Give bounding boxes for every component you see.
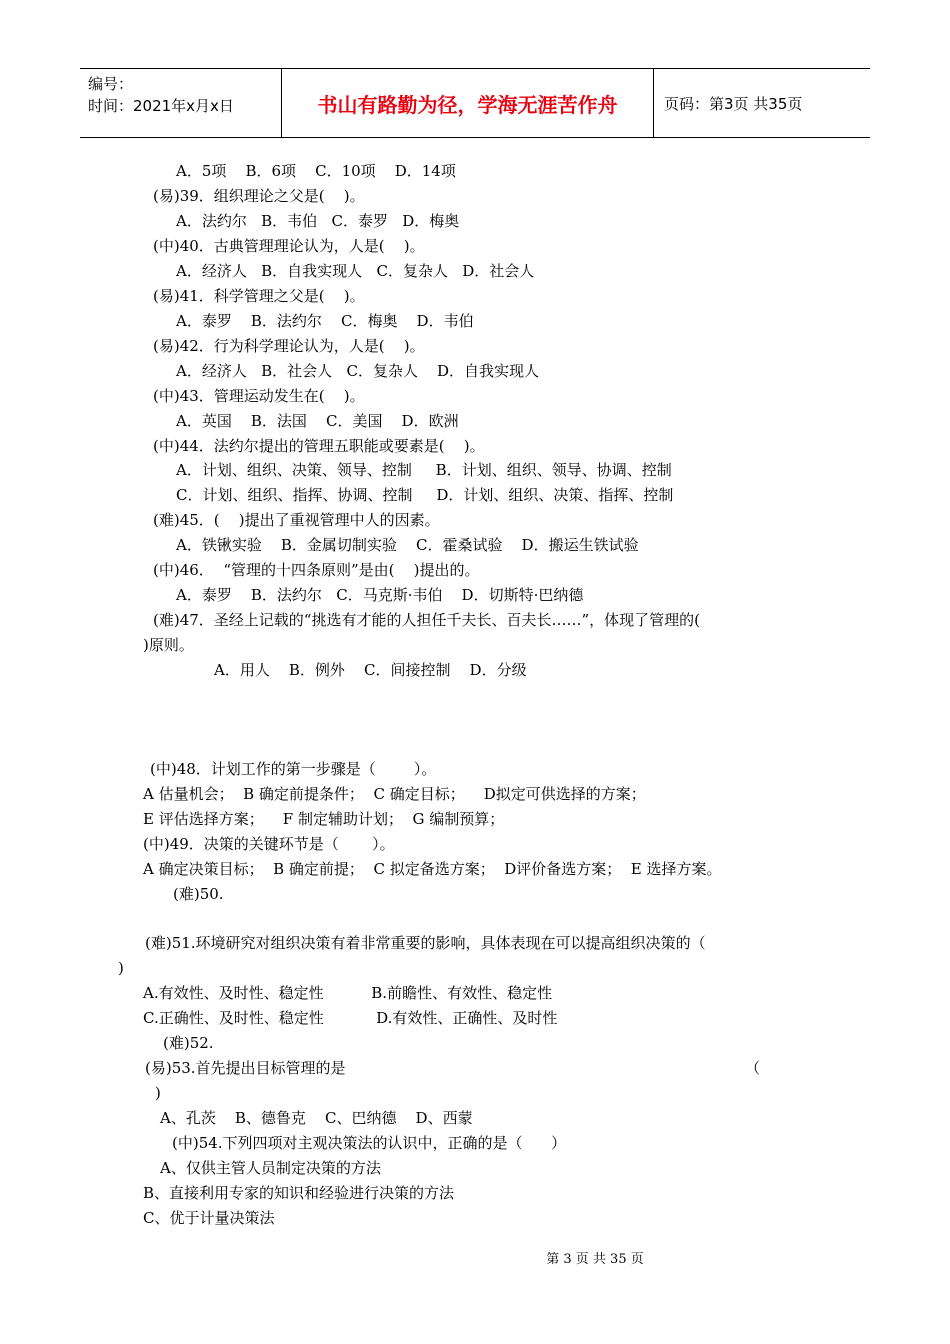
text-line: A、仅供主管人员制定决策的方法: [160, 1159, 381, 1177]
text-line: A．法约尔 B．韦伯 C．泰罗 D．梅奥: [176, 212, 460, 230]
text-line: (中)49．决策的关键环节是（ ）。: [143, 835, 395, 853]
page-footer: 第 3 页 共 35 页: [546, 1252, 644, 1267]
text-line: (难)47．圣经上记载的“挑选有才能的人担任千夫长、百夫长……”，体现了管理的(: [153, 611, 700, 629]
text-line: (难)51.环境研究对组织决策有着非常重要的影响，具体表现在可以提高组织决策的（: [145, 934, 706, 952]
text-line: (中)48．计划工作的第一步骤是（ ）。: [150, 760, 437, 778]
text-line: (难)50.: [173, 885, 224, 903]
text-line: A．5项 B．6项 C．10项 D．14项: [176, 162, 456, 180]
text-line: A.有效性、及时性、稳定性 B.前瞻性、有效性、稳定性: [143, 984, 553, 1002]
text-line: （: [745, 1059, 761, 1077]
text-line: A．泰罗 B．法约尔 C．梅奥 D．韦伯: [176, 312, 474, 330]
text-line: E 评估选择方案； F 制定辅助计划； G 编制预算；: [143, 810, 505, 828]
text-line: A 估量机会； B 确定前提条件； C 确定目标； D拟定可供选择的方案；: [143, 785, 646, 803]
text-line: A．经济人 B．自我实现人 C．复杂人 D．社会人: [176, 262, 535, 280]
text-line: A．英国 B．法国 C．美国 D．欧洲: [176, 412, 459, 430]
text-line: C、优于计量决策法: [143, 1209, 275, 1227]
number-label: 编号：: [88, 75, 134, 93]
text-line: ): [155, 1084, 161, 1102]
text-line: (难)45．( )提出了重视管理中人的因素。: [153, 511, 440, 529]
text-line: (中)43．管理运动发生在( )。: [153, 387, 365, 405]
header-info-cell: [80, 69, 282, 137]
text-line: )原则。: [143, 636, 194, 654]
text-line: A 确定决策目标； B 确定前提； C 拟定备选方案； D评价备选方案； E 选择方案。: [143, 860, 722, 878]
text-line: A、孔茨 B、德鲁克 C、巴纳德 D、西蒙: [160, 1109, 473, 1127]
text-line: (中)54.下列四项对主观决策法的认识中，正确的是（ ）: [172, 1134, 567, 1152]
text-line: B、直接利用专家的知识和经验进行决策的方法: [143, 1184, 455, 1202]
page-label: 页码：第3页 共35页: [664, 94, 803, 113]
text-line: C．计划、组织、指挥、协调、控制 D．计划、组织、决策、指挥、控制: [176, 486, 674, 504]
text-line: A．铁锹实验 B．金属切制实验 C．霍桑试验 D．搬运生铁试验: [176, 536, 639, 554]
text-line: A．经济人 B．社会人 C．复杂人 D．自我实现人: [176, 362, 540, 380]
time-label: 时间：2021年x月x日: [88, 97, 234, 115]
text-line: (易)42．行为科学理论认为，人是( )。: [153, 337, 425, 355]
motto: 书山有路勤为径，学海无涯苦作舟: [282, 69, 654, 137]
text-line: ): [118, 959, 124, 977]
text-line: A．计划、组织、决策、领导、控制 B．计划、组织、领导、协调、控制: [176, 461, 672, 479]
page-header: [80, 68, 870, 138]
text-line: (易)39．组织理论之父是( )。: [153, 187, 365, 205]
text-line: C.正确性、及时性、稳定性 D.有效性、正确性、及时性: [143, 1009, 558, 1027]
text-line: (中)44．法约尔提出的管理五职能或要素是( )。: [153, 437, 485, 455]
text-line: (易)41．科学管理之父是( )。: [153, 287, 365, 305]
text-line: A．用人 B．例外 C．间接控制 D．分级: [214, 661, 527, 679]
text-line: (中)46． “管理的十四条原则”是由( )提出的。: [153, 561, 480, 579]
text-line: (易)53.首先提出目标管理的是: [145, 1059, 346, 1077]
text-line: (难)52.: [163, 1034, 214, 1052]
text-line: (中)40．古典管理理论认为，人是( )。: [153, 237, 425, 255]
text-line: A．泰罗 B．法约尔 C．马克斯·韦伯 D．切斯特·巴纳德: [176, 586, 584, 604]
